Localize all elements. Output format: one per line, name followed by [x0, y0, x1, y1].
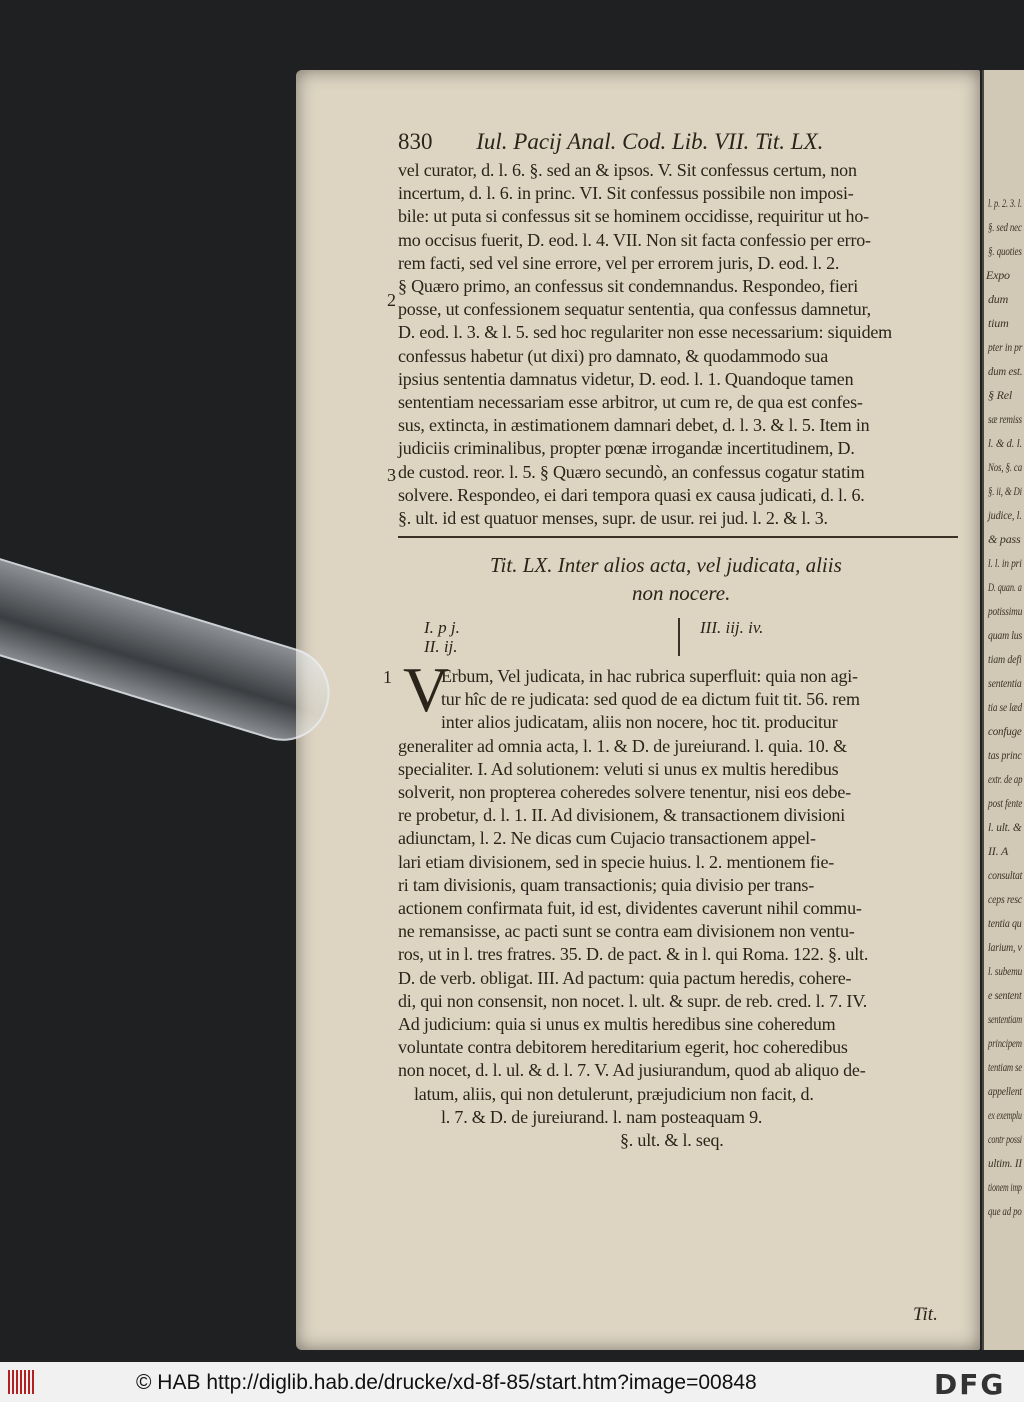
drop-capital: V [403, 654, 450, 725]
text-line: actionem confirmata fuit, id est, dividentes caverunt nihil commu- [398, 898, 862, 918]
text-line: dum [988, 292, 1009, 306]
text-line: tia se læd [988, 700, 1023, 714]
running-header [398, 129, 823, 155]
text-line: §. ult. & l. seq. [620, 1130, 724, 1150]
text-line: re probetur, d. l. 1. II. Ad divisionem, & transactionem divisioni [398, 805, 846, 826]
text-line: D. eod. l. 3. & l. 5. sed hoc regulariter non esse necessarium: siquidem [398, 322, 892, 343]
text-line: tium [988, 316, 1009, 330]
barcode-icon [8, 1370, 36, 1394]
text-line: §. ult. id est quatuor menses, supr. de usur. rei jud. l. 2. & l. 3. [398, 508, 828, 528]
text-line: solvere. Respondeo, ei dari tempora quasi ex causa judicati, d. l. 6. [398, 484, 865, 505]
copyright-url[interactable]: © HAB http://diglib.hab.de/drucke/xd-8f-85/start.htm?image=00848 [136, 1371, 757, 1394]
text-line: voluntate contra debitorem hereditarium egerit, hoc coheredibus [398, 1037, 848, 1058]
text-line: adiunctam, l. 2. Ne dicas cum Cujacio transactionem appel- [398, 828, 816, 849]
text-line: tiam defi [988, 652, 1022, 666]
text-line: consultat [988, 868, 1023, 882]
section-title-line1: Tit. LX. Inter alios acta, vel judicata, aliis [490, 553, 842, 577]
text-line: pter in pr [988, 340, 1023, 354]
text-line: tionem imp [988, 1180, 1022, 1194]
text-line: § Quæro primo, an confessus sit condemnandus. Respondeo, fieri [398, 276, 859, 296]
text-line: judice, l. [988, 508, 1022, 522]
text-line: ne remansisse, ac pacti sunt se contra eam divisionem non ventu- [398, 921, 855, 942]
text-line: bile: ut puta si confessus sit se hominem occidisse, requiritur ut ho- [398, 206, 869, 227]
lex-ref: I. p j. [424, 618, 460, 637]
text-line: & pass [988, 532, 1021, 546]
text-line: l. & d. l. [988, 436, 1023, 450]
text-line: ex exemplu [988, 1108, 1022, 1122]
margin-number: 3 [387, 465, 396, 485]
text-line: non nocet, d. l. ul. & d. l. 7. V. Ad jusiurandum, quod ab aliquo de- [398, 1060, 866, 1081]
text-line: ultim. II [988, 1156, 1022, 1170]
catchword: Tit. [913, 1304, 938, 1325]
margin-number: 1 [383, 667, 392, 687]
text-line: Expo [986, 268, 1010, 282]
text-line: appellent [988, 1084, 1022, 1098]
text-line: sententiam [988, 1012, 1022, 1026]
text-line: judiciis criminalibus, propter pœnæ irrogandæ incertitudinem, D. [398, 438, 855, 459]
text-line: tas princ [988, 748, 1022, 762]
text-line: ceps resc [988, 892, 1023, 906]
text-line: tentia qu [988, 916, 1022, 930]
text-line: §. quoties [988, 244, 1022, 258]
text-line: solverit, non propterea coheredes solvere tenentur, nisi eos debe- [398, 782, 851, 802]
text-line: l. ult. & [988, 820, 1022, 834]
text-line: mo occisus fuerit, D. eod. l. 4. VII. Non sit facta confessio per erro- [398, 229, 871, 250]
text-line: principem [988, 1036, 1022, 1050]
section-title-line2: non nocere. [632, 581, 731, 605]
margin-number: 2 [387, 290, 396, 310]
running-head-title: Iul. Pacij Anal. Cod. Lib. VII. Tit. LX. [476, 129, 824, 154]
footer-bar [0, 1362, 1024, 1402]
text-line: l. 7. & D. de jureiurand. l. nam posteaquam 9. [441, 1106, 763, 1127]
text-line: D. de verb. obligat. III. Ad pactum: quia pactum heredis, cohere- [398, 967, 852, 988]
text-line: ipsius sententia damnatus videtur, D. eod. l. 1. Quandoque tamen [398, 368, 854, 389]
text-line: D. quan. a [988, 580, 1022, 594]
text-line: sæ remiss [988, 412, 1022, 426]
text-line: ri tam divisionis, quam transactionis; quia divisio per trans- [398, 874, 815, 895]
text-line: l. p. 2. 3. l. [988, 196, 1022, 210]
text-line: confuge [988, 724, 1022, 738]
text-line: sus, extincta, in æstimationem damnari debet, d. l. 3. & l. 5. Item in [398, 415, 870, 436]
text-line: dum est. [988, 364, 1023, 378]
glass-page-holder [0, 550, 341, 752]
text-line: tur hîc de re judicata: sed quod de ea dictum fuit tit. 56. rem [441, 689, 860, 710]
text-line: tentiam se [988, 1060, 1022, 1074]
text-line: incertum, d. l. 6. in princ. VI. Sit confessus possibile non imposi- [398, 183, 854, 204]
section-rule [398, 536, 958, 538]
text-line: post fente [988, 796, 1023, 810]
text-line: § Rel [988, 388, 1012, 402]
text-line: ros, ut in l. tres fratres. 35. D. de pact. & in l. qui Roma. 122. §. ult. [398, 944, 869, 965]
lex-ref: III. iij. iv. [700, 618, 764, 637]
text-line: sententia [988, 676, 1022, 690]
text-line: extr. de ap [988, 772, 1023, 786]
page-number: 830 [398, 129, 433, 154]
text-line: latum, aliis, qui non detulerunt, præjudicium non facit, d. [414, 1083, 814, 1104]
text-line: specialiter. I. Ad solutionem: veluti si unus ex multis heredibus [398, 758, 839, 779]
lex-divider [678, 618, 680, 656]
text-line: larium, v [988, 940, 1022, 954]
text-line: Nos, §. ca [988, 460, 1023, 474]
text-line: Ad judicium: quia si unus ex multis heredibus sine coheredum [398, 1014, 836, 1034]
text-line: §. ii, & Di [988, 484, 1022, 498]
text-line: inter alios judicatam, aliis non nocere, hoc tit. producitur [441, 712, 838, 733]
text-line: §. sed nec [988, 220, 1022, 234]
lex-ref: II. ij. [424, 637, 458, 656]
text-line: l. subemu [988, 964, 1023, 978]
text-line: vel curator, d. l. 6. §. sed an & ipsos. V. Sit confessus certum, non [398, 160, 857, 180]
text-line: lari etiam divisionem, sed in specie huius. l. 2. mentionem fie- [398, 851, 835, 872]
text-line: confessus habetur (ut dixi) pro damnato, & quodammodo sua [398, 345, 829, 366]
text-line: contr possi [988, 1132, 1022, 1146]
text-line: II. A [988, 844, 1009, 858]
text-line: di, qui non consensit, non nocet. l. ult. & supr. de reb. cred. l. 7. IV. [398, 990, 868, 1011]
text-line: sententiam necessariam esse arbitror, ut cum re, de qua est confes- [398, 392, 863, 412]
text-line: potissimu [988, 604, 1023, 618]
text-line: Erbum, Vel judicata, in hac rubrica superfluit: quia non agi- [441, 666, 858, 686]
text-line: l. l. in pri [988, 556, 1022, 570]
text-line: e sentent [988, 988, 1022, 1002]
dfg-logo: DFG [934, 1368, 1006, 1401]
text-line: posse, ut confessionem sequatur sententia, qua confessus damnetur, [398, 299, 871, 320]
text-line: rem facti, sed vel sine errore, vel per errorem juris, D. eod. l. 2. [398, 252, 840, 273]
text-line: generaliter ad omnia acta, l. 1. & D. de jureiurand. l. quia. 10. & [398, 735, 847, 756]
text-line: quam lus [988, 628, 1023, 642]
text-line: que ad po [988, 1204, 1022, 1218]
text-line: de custod. reor. l. 5. § Quæro secundò, an confessus cogatur statim [398, 461, 865, 482]
